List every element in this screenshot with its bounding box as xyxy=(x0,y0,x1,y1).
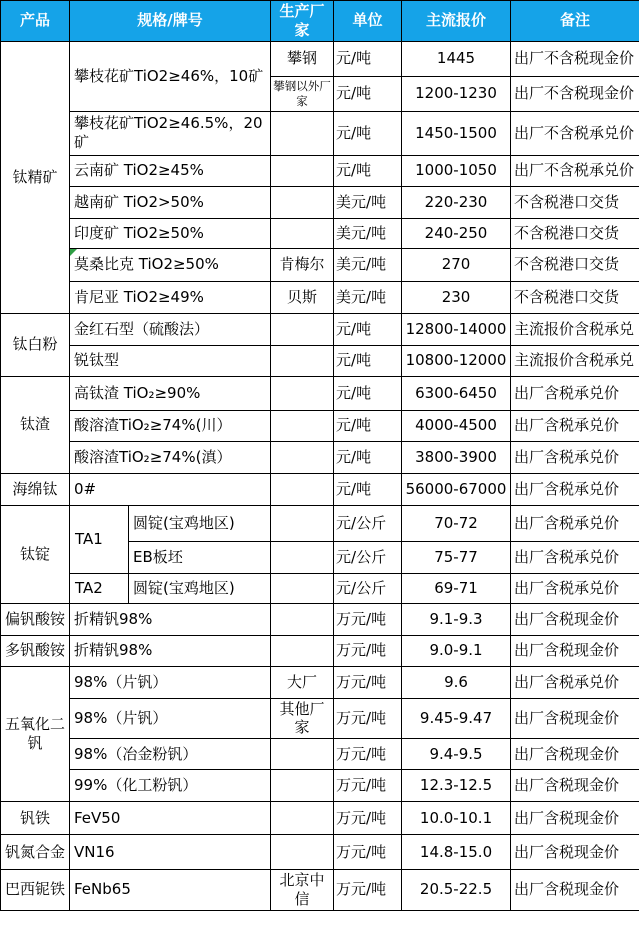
unit-cell: 元/吨 xyxy=(334,376,402,410)
unit-cell: 元/吨 xyxy=(334,410,402,441)
spec-cell: 肯尼亚 TiO2≥49% xyxy=(70,281,271,313)
unit-cell: 元/吨 xyxy=(334,345,402,376)
spec-cell: 98%（片钒） xyxy=(70,698,271,739)
manufacturer-cell: 攀钢以外厂家 xyxy=(271,76,334,111)
price-cell: 9.4-9.5 xyxy=(402,739,511,770)
unit-cell: 元/公斤 xyxy=(334,541,402,573)
table-row xyxy=(1,218,639,248)
price-cell: 3800-3900 xyxy=(402,441,511,473)
spec-cell xyxy=(70,248,271,281)
unit-cell: 万元/吨 xyxy=(334,770,402,802)
product-cell: 钒氮合金 xyxy=(1,835,70,870)
note-cell: 出厂含税承兑价 xyxy=(511,666,639,698)
price-cell: 230 xyxy=(402,281,511,313)
note-cell: 出厂含税承兑价 xyxy=(511,410,639,441)
note-cell: 出厂含税现金价 xyxy=(511,870,639,911)
table-row xyxy=(1,186,639,218)
spec-cell: 98%（冶金粉钒） xyxy=(70,739,271,770)
manufacturer-cell: 北京中信 xyxy=(271,870,334,911)
note-cell: 不含税港口交货 xyxy=(511,281,639,313)
spec-cell: 攀枝花矿TiO2≥46%，10矿 xyxy=(70,41,271,111)
header-spec: 规格/牌号 xyxy=(70,1,271,42)
note-cell: 不含税港口交货 xyxy=(511,186,639,218)
table-row xyxy=(1,603,639,635)
table-row xyxy=(1,410,639,441)
price-cell: 220-230 xyxy=(402,186,511,218)
note-cell: 出厂含税承兑价 xyxy=(511,541,639,573)
header-product: 产品 xyxy=(1,1,70,42)
product-cell: 五氧化二钒 xyxy=(1,666,70,802)
note-cell: 出厂含税承兑价 xyxy=(511,573,639,603)
manufacturer-cell xyxy=(271,573,334,603)
unit-cell: 元/吨 xyxy=(334,111,402,155)
unit-cell: 元/吨 xyxy=(334,76,402,111)
price-cell: 56000-67000 xyxy=(402,473,511,505)
price-cell: 1000-1050 xyxy=(402,155,511,186)
manufacturer-cell: 肯梅尔 xyxy=(271,248,334,281)
unit-cell: 元/公斤 xyxy=(334,573,402,603)
header-price: 主流报价 xyxy=(402,1,511,42)
header-note: 备注 xyxy=(511,1,639,42)
spec-cell: FeNb65 xyxy=(70,870,271,911)
manufacturer-cell: 大厂 xyxy=(271,666,334,698)
header-row xyxy=(1,1,639,42)
unit-cell: 美元/吨 xyxy=(334,218,402,248)
table-row xyxy=(1,313,639,345)
table-row xyxy=(1,505,639,541)
cell-error-flag-icon xyxy=(70,249,77,256)
manufacturer-cell xyxy=(271,410,334,441)
note-cell: 出厂含税承兑价 xyxy=(511,505,639,541)
price-cell: 270 xyxy=(402,248,511,281)
table-row xyxy=(1,698,639,739)
manufacturer-cell xyxy=(271,218,334,248)
price-cell: 6300-6450 xyxy=(402,376,511,410)
product-cell: 钛白粉 xyxy=(1,313,70,376)
price-cell: 75-77 xyxy=(402,541,511,573)
unit-cell: 万元/吨 xyxy=(334,835,402,870)
unit-cell: 元/吨 xyxy=(334,41,402,76)
product-cell: 钛精矿 xyxy=(1,41,70,313)
manufacturer-cell xyxy=(271,635,334,666)
note-cell: 出厂含税现金价 xyxy=(511,802,639,835)
price-cell: 20.5-22.5 xyxy=(402,870,511,911)
spec-cell: 99%（化工粉钒） xyxy=(70,770,271,802)
unit-cell: 万元/吨 xyxy=(334,635,402,666)
spec-cell: 98%（片钒） xyxy=(70,666,271,698)
product-cell: 钛锭 xyxy=(1,505,70,603)
unit-cell: 万元/吨 xyxy=(334,739,402,770)
note-cell: 出厂含税现金价 xyxy=(511,770,639,802)
manufacturer-cell xyxy=(271,802,334,835)
manufacturer-cell xyxy=(271,376,334,410)
table-row xyxy=(1,376,639,410)
table-row xyxy=(1,770,639,802)
spec-cell: 酸溶渣TiO₂≥74%(滇） xyxy=(70,441,271,473)
spec-cell: 折精钒98% xyxy=(70,635,271,666)
table-row xyxy=(1,155,639,186)
note-cell: 主流报价含税承兑 xyxy=(511,345,639,376)
manufacturer-cell xyxy=(271,541,334,573)
price-cell: 9.6 xyxy=(402,666,511,698)
price-cell: 4000-4500 xyxy=(402,410,511,441)
price-cell: 1445 xyxy=(402,41,511,76)
note-cell: 出厂不含税现金价 xyxy=(511,76,639,111)
price-cell: 9.1-9.3 xyxy=(402,603,511,635)
note-cell: 出厂不含税承兑价 xyxy=(511,111,639,155)
spec-cell: 越南矿 TiO2>50% xyxy=(70,186,271,218)
table-row xyxy=(1,111,639,155)
price-cell: 9.45-9.47 xyxy=(402,698,511,739)
manufacturer-cell xyxy=(271,111,334,155)
unit-cell: 元/吨 xyxy=(334,155,402,186)
manufacturer-cell: 其他厂家 xyxy=(271,698,334,739)
manufacturer-cell xyxy=(271,505,334,541)
note-cell: 不含税港口交货 xyxy=(511,248,639,281)
unit-cell: 美元/吨 xyxy=(334,281,402,313)
unit-cell: 万元/吨 xyxy=(334,603,402,635)
spec-cell: 0# xyxy=(70,473,271,505)
spec-cell: VN16 xyxy=(70,835,271,870)
unit-cell: 元/公斤 xyxy=(334,505,402,541)
unit-cell: 万元/吨 xyxy=(334,802,402,835)
header-manufacturer: 生产厂家 xyxy=(271,1,334,42)
price-cell: 14.8-15.0 xyxy=(402,835,511,870)
spec-cell: 折精钒98% xyxy=(70,603,271,635)
note-cell: 出厂不含税现金价 xyxy=(511,41,639,76)
note-cell: 出厂含税现金价 xyxy=(511,835,639,870)
price-cell: 69-71 xyxy=(402,573,511,603)
table-row xyxy=(1,441,639,473)
unit-cell: 元/吨 xyxy=(334,473,402,505)
spec-cell: 金红石型（硫酸法） xyxy=(70,313,271,345)
note-cell: 出厂不含税承兑价 xyxy=(511,155,639,186)
manufacturer-cell xyxy=(271,345,334,376)
table-row xyxy=(1,573,639,603)
manufacturer-cell xyxy=(271,186,334,218)
spec-cell: 高钛渣 TiO₂≥90% xyxy=(70,376,271,410)
table-row xyxy=(1,739,639,770)
price-cell: 10.0-10.1 xyxy=(402,802,511,835)
spec-text: 莫桑比克 TiO2≥50% xyxy=(74,255,219,274)
unit-cell: 万元/吨 xyxy=(334,870,402,911)
table-row xyxy=(1,281,639,313)
table-row xyxy=(1,41,639,76)
header-unit: 单位 xyxy=(334,1,402,42)
spec-cell: FeV50 xyxy=(70,802,271,835)
product-cell: 海绵钛 xyxy=(1,473,70,505)
manufacturer-cell xyxy=(271,155,334,186)
table-row xyxy=(1,473,639,505)
grade-cell: TA2 xyxy=(70,573,129,603)
manufacturer-cell: 攀钢 xyxy=(271,41,334,76)
price-cell: 70-72 xyxy=(402,505,511,541)
price-cell: 1200-1230 xyxy=(402,76,511,111)
note-cell: 出厂含税现金价 xyxy=(511,739,639,770)
unit-cell: 美元/吨 xyxy=(334,186,402,218)
price-cell: 12.3-12.5 xyxy=(402,770,511,802)
price-cell: 1450-1500 xyxy=(402,111,511,155)
note-cell: 出厂含税现金价 xyxy=(511,603,639,635)
product-cell: 偏钒酸铵 xyxy=(1,603,70,635)
note-cell: 出厂含税承兑价 xyxy=(511,376,639,410)
note-cell: 出厂含税现金价 xyxy=(511,635,639,666)
grade-cell: TA1 xyxy=(70,505,129,573)
table-row xyxy=(1,870,639,911)
manufacturer-cell xyxy=(271,770,334,802)
unit-cell: 万元/吨 xyxy=(334,698,402,739)
product-cell: 巴西铌铁 xyxy=(1,870,70,911)
table-row xyxy=(1,248,639,281)
product-cell: 多钒酸铵 xyxy=(1,635,70,666)
unit-cell: 元/吨 xyxy=(334,441,402,473)
price-cell: 9.0-9.1 xyxy=(402,635,511,666)
unit-cell: 元/吨 xyxy=(334,313,402,345)
manufacturer-cell xyxy=(271,603,334,635)
note-cell: 出厂含税承兑价 xyxy=(511,473,639,505)
spec-cell: 圆锭(宝鸡地区) xyxy=(129,505,271,541)
spec-cell: 圆锭(宝鸡地区) xyxy=(129,573,271,603)
price-cell: 240-250 xyxy=(402,218,511,248)
product-cell: 钒铁 xyxy=(1,802,70,835)
manufacturer-cell xyxy=(271,739,334,770)
manufacturer-cell xyxy=(271,441,334,473)
manufacturer-cell xyxy=(271,835,334,870)
manufacturer-cell xyxy=(271,473,334,505)
table-row xyxy=(1,835,639,870)
price-cell: 10800-12000 xyxy=(402,345,511,376)
table-row xyxy=(1,635,639,666)
note-cell: 主流报价含税承兑 xyxy=(511,313,639,345)
table-row xyxy=(1,345,639,376)
manufacturer-cell: 贝斯 xyxy=(271,281,334,313)
note-cell: 不含税港口交货 xyxy=(511,218,639,248)
table-row xyxy=(1,666,639,698)
note-cell: 出厂含税承兑价 xyxy=(511,441,639,473)
spec-cell: 攀枝花矿TiO2≥46.5%，20矿 xyxy=(70,111,271,155)
note-cell: 出厂含税现金价 xyxy=(511,698,639,739)
table-row xyxy=(1,802,639,835)
unit-cell: 万元/吨 xyxy=(334,666,402,698)
spec-cell: 酸溶渣TiO₂≥74%(川） xyxy=(70,410,271,441)
spec-cell: EB板坯 xyxy=(129,541,271,573)
unit-cell: 美元/吨 xyxy=(334,248,402,281)
spec-cell: 锐钛型 xyxy=(70,345,271,376)
price-cell: 12800-14000 xyxy=(402,313,511,345)
product-cell: 钛渣 xyxy=(1,376,70,473)
spec-cell: 云南矿 TiO2≥45% xyxy=(70,155,271,186)
manufacturer-cell xyxy=(271,313,334,345)
spec-cell: 印度矿 TiO2≥50% xyxy=(70,218,271,248)
